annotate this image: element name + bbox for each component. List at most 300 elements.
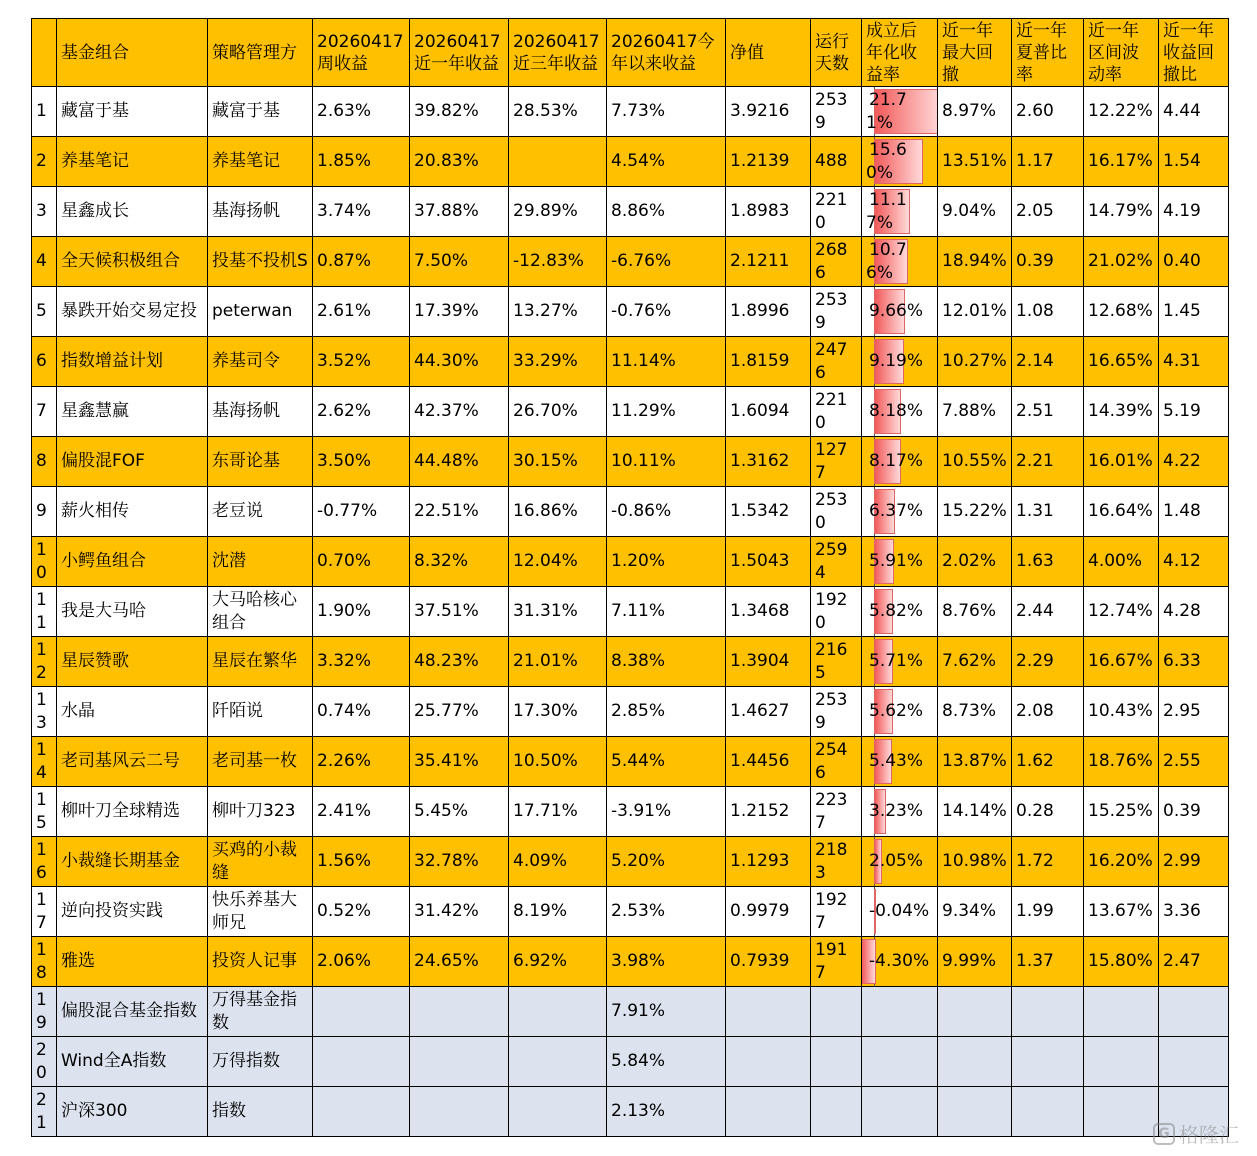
table-row: [32, 187, 1229, 237]
ytd-return: -0.76%: [607, 287, 726, 337]
sharpe-ratio: 1.31: [1012, 487, 1084, 537]
max-drawdown: 12.01%: [938, 287, 1012, 337]
row-index: 18: [32, 937, 57, 987]
manager: 东哥论基: [208, 437, 313, 487]
max-drawdown: 15.22%: [938, 487, 1012, 537]
table-row: [32, 337, 1229, 387]
header-cell: 20260417今年以来收益: [607, 19, 726, 87]
three-year-return: -12.83%: [509, 237, 607, 287]
row-index: 9: [32, 487, 57, 537]
weekly-return: 3.74%: [313, 187, 410, 237]
three-year-return: [509, 137, 607, 187]
table-row: [32, 387, 1229, 437]
running-days: 1927: [811, 887, 862, 937]
volatility: 16.20%: [1084, 837, 1159, 887]
one-year-return: 42.37%: [410, 387, 509, 437]
running-days: 2210: [811, 187, 862, 237]
volatility: 16.67%: [1084, 637, 1159, 687]
volatility: 4.00%: [1084, 537, 1159, 587]
max-drawdown: 13.87%: [938, 737, 1012, 787]
max-drawdown: 9.04%: [938, 187, 1012, 237]
one-year-return: 25.77%: [410, 687, 509, 737]
volatility: 12.22%: [1084, 87, 1159, 137]
row-index: 17: [32, 887, 57, 937]
volatility: 16.01%: [1084, 437, 1159, 487]
weekly-return: 0.52%: [313, 887, 410, 937]
table-row: [32, 487, 1229, 537]
three-year-return: 13.27%: [509, 287, 607, 337]
annualized-return-value: 5.82%: [869, 601, 924, 621]
annualized-return: [862, 537, 938, 587]
empty-cell: [509, 1037, 607, 1087]
row-index: 6: [32, 337, 57, 387]
table-row: [32, 537, 1229, 587]
benchmark-source: 万得基金指数: [208, 987, 313, 1037]
row-index: 14: [32, 737, 57, 787]
annualized-return-value: 9.66%: [869, 301, 924, 321]
one-year-return: 48.23%: [410, 637, 509, 687]
annualized-return-value: 5.91%: [869, 551, 924, 571]
manager: 基海扬帆: [208, 387, 313, 437]
running-days: 2539: [811, 87, 862, 137]
fund-name: 小鳄鱼组合: [57, 537, 208, 587]
return-drawdown-ratio: 2.95: [1159, 687, 1229, 737]
return-drawdown-ratio: 6.33: [1159, 637, 1229, 687]
table-row: [32, 737, 1229, 787]
max-drawdown: 10.55%: [938, 437, 1012, 487]
row-index: 5: [32, 287, 57, 337]
empty-cell: [313, 1037, 410, 1087]
nav: 1.3904: [726, 637, 811, 687]
ytd-return: 1.20%: [607, 537, 726, 587]
ytd-return: -0.86%: [607, 487, 726, 537]
weekly-return: 0.87%: [313, 237, 410, 287]
running-days: 2530: [811, 487, 862, 537]
running-days: 2686: [811, 237, 862, 287]
row-index: 21: [32, 1087, 57, 1137]
annualized-return: [862, 487, 938, 537]
empty-cell: [862, 1087, 938, 1137]
ytd-return: 11.29%: [607, 387, 726, 437]
manager: 老司基一枚: [208, 737, 313, 787]
one-year-return: 31.42%: [410, 887, 509, 937]
header-cell: 运行天数: [811, 19, 862, 87]
manager: 投资人记事: [208, 937, 313, 987]
fund-name: 星鑫慧赢: [57, 387, 208, 437]
running-days: 2165: [811, 637, 862, 687]
manager: 沈潜: [208, 537, 313, 587]
annualized-return-value: 10.76%: [866, 239, 907, 283]
watermark-logo: [1153, 1119, 1239, 1148]
sharpe-ratio: 0.39: [1012, 237, 1084, 287]
header-cell: 策略管理方: [208, 19, 313, 87]
row-index: 11: [32, 587, 57, 637]
manager: 大马哈核心组合: [208, 587, 313, 637]
manager: 投基不投机S: [208, 237, 313, 287]
annualized-return: [862, 837, 938, 887]
benchmark-row: [32, 1037, 1229, 1087]
manager: 买鸡的小裁缝: [208, 837, 313, 887]
volatility: 10.43%: [1084, 687, 1159, 737]
weekly-return: 0.74%: [313, 687, 410, 737]
header-cell: 净值: [726, 19, 811, 87]
annualized-return: [862, 637, 938, 687]
ytd-return: -3.91%: [607, 787, 726, 837]
running-days: 2546: [811, 737, 862, 787]
volatility: 15.80%: [1084, 937, 1159, 987]
max-drawdown: 8.76%: [938, 587, 1012, 637]
benchmark-source: 指数: [208, 1087, 313, 1137]
volatility: 16.65%: [1084, 337, 1159, 387]
sharpe-ratio: 2.08: [1012, 687, 1084, 737]
weekly-return: -0.77%: [313, 487, 410, 537]
nav: 1.5043: [726, 537, 811, 587]
annualized-return: [862, 187, 938, 237]
nav: 1.1293: [726, 837, 811, 887]
empty-cell: [1084, 1037, 1159, 1087]
sharpe-ratio: 1.37: [1012, 937, 1084, 987]
one-year-return: 17.39%: [410, 287, 509, 337]
sharpe-ratio: 1.63: [1012, 537, 1084, 587]
volatility: 14.79%: [1084, 187, 1159, 237]
annualized-return-value: 3.23%: [869, 801, 924, 821]
one-year-return: 24.65%: [410, 937, 509, 987]
weekly-return: 3.52%: [313, 337, 410, 387]
empty-cell: [313, 1087, 410, 1137]
one-year-return: 37.51%: [410, 587, 509, 637]
manager: peterwan: [208, 287, 313, 337]
sharpe-ratio: 1.72: [1012, 837, 1084, 887]
annualized-return: [862, 887, 938, 937]
sharpe-ratio: 2.29: [1012, 637, 1084, 687]
empty-cell: [1084, 987, 1159, 1037]
one-year-return: 5.45%: [410, 787, 509, 837]
three-year-return: 30.15%: [509, 437, 607, 487]
fund-name: 老司基风云二号: [57, 737, 208, 787]
three-year-return: 26.70%: [509, 387, 607, 437]
ytd-return: 8.86%: [607, 187, 726, 237]
ytd-return: 11.14%: [607, 337, 726, 387]
ytd-return: 7.73%: [607, 87, 726, 137]
max-drawdown: 18.94%: [938, 237, 1012, 287]
one-year-return: 32.78%: [410, 837, 509, 887]
benchmark-source: 万得指数: [208, 1037, 313, 1087]
fund-name: 水晶: [57, 687, 208, 737]
max-drawdown: 2.02%: [938, 537, 1012, 587]
max-drawdown: 9.99%: [938, 937, 1012, 987]
three-year-return: 17.30%: [509, 687, 607, 737]
row-index: 2: [32, 137, 57, 187]
empty-cell: [726, 1037, 811, 1087]
volatility: 13.67%: [1084, 887, 1159, 937]
benchmark-row: [32, 987, 1229, 1037]
empty-cell: [862, 987, 938, 1037]
return-drawdown-ratio: 3.36: [1159, 887, 1229, 937]
return-drawdown-ratio: 2.55: [1159, 737, 1229, 787]
row-index: 3: [32, 187, 57, 237]
ytd-return: 7.11%: [607, 587, 726, 637]
running-days: 2210: [811, 387, 862, 437]
header-cell: 近一年区间波动率: [1084, 19, 1159, 87]
table-row: [32, 437, 1229, 487]
table-row: [32, 87, 1229, 137]
ytd-return: 2.85%: [607, 687, 726, 737]
annualized-return: [862, 587, 938, 637]
annualized-return-value: 5.62%: [869, 701, 924, 721]
fund-portfolio-table: [31, 18, 1229, 1137]
fund-name: 我是大马哈: [57, 587, 208, 637]
sharpe-ratio: 0.28: [1012, 787, 1084, 837]
sharpe-ratio: 2.21: [1012, 437, 1084, 487]
three-year-return: 16.86%: [509, 487, 607, 537]
header-cell: 成立后年化收益率: [862, 19, 938, 87]
running-days: 2183: [811, 837, 862, 887]
weekly-return: 2.26%: [313, 737, 410, 787]
manager: 养基司令: [208, 337, 313, 387]
return-drawdown-ratio: 1.54: [1159, 137, 1229, 187]
nav: 1.8159: [726, 337, 811, 387]
header-cell: 20260417近三年收益: [509, 19, 607, 87]
table-row: [32, 887, 1229, 937]
empty-cell: [509, 987, 607, 1037]
max-drawdown: 7.62%: [938, 637, 1012, 687]
weekly-return: 2.63%: [313, 87, 410, 137]
volatility: 12.74%: [1084, 587, 1159, 637]
sharpe-ratio: 1.62: [1012, 737, 1084, 787]
empty-cell: [1012, 1037, 1084, 1087]
header-cell: 基金组合: [57, 19, 208, 87]
row-index: 1: [32, 87, 57, 137]
manager: 老豆说: [208, 487, 313, 537]
return-drawdown-ratio: 2.99: [1159, 837, 1229, 887]
fund-name: 小裁缝长期基金: [57, 837, 208, 887]
table-row: [32, 837, 1229, 887]
annualized-return-value: 9.19%: [869, 351, 924, 371]
header-cell: 20260417近一年收益: [410, 19, 509, 87]
max-drawdown: 9.34%: [938, 887, 1012, 937]
empty-cell: [811, 1087, 862, 1137]
empty-cell: [410, 987, 509, 1037]
weekly-return: 2.61%: [313, 287, 410, 337]
three-year-return: 8.19%: [509, 887, 607, 937]
empty-cell: [862, 1037, 938, 1087]
annualized-return-value: 8.18%: [869, 401, 924, 421]
sharpe-ratio: 2.60: [1012, 87, 1084, 137]
max-drawdown: 7.88%: [938, 387, 1012, 437]
fund-name: 全天候积极组合: [57, 237, 208, 287]
sharpe-ratio: 1.08: [1012, 287, 1084, 337]
return-drawdown-ratio: 4.28: [1159, 587, 1229, 637]
sharpe-ratio: 2.51: [1012, 387, 1084, 437]
return-drawdown-ratio: 5.19: [1159, 387, 1229, 437]
ytd-return: -6.76%: [607, 237, 726, 287]
annualized-return-value: -4.30%: [869, 951, 930, 971]
row-index: 10: [32, 537, 57, 587]
row-index: 16: [32, 837, 57, 887]
empty-cell: [811, 987, 862, 1037]
table-row: [32, 787, 1229, 837]
running-days: 2237: [811, 787, 862, 837]
volatility: 16.17%: [1084, 137, 1159, 187]
max-drawdown: 8.97%: [938, 87, 1012, 137]
table-row: [32, 687, 1229, 737]
gelonghui-logo-icon: G: [1153, 1123, 1175, 1145]
volatility: 14.39%: [1084, 387, 1159, 437]
weekly-return: 2.41%: [313, 787, 410, 837]
empty-cell: [1159, 1037, 1229, 1087]
empty-cell: [1012, 1087, 1084, 1137]
sharpe-ratio: 1.17: [1012, 137, 1084, 187]
weekly-return: 1.90%: [313, 587, 410, 637]
nav: 1.8996: [726, 287, 811, 337]
nav: 2.1211: [726, 237, 811, 287]
nav: 1.3468: [726, 587, 811, 637]
one-year-return: 37.88%: [410, 187, 509, 237]
manager: 阡陌说: [208, 687, 313, 737]
weekly-return: 0.70%: [313, 537, 410, 587]
one-year-return: 22.51%: [410, 487, 509, 537]
three-year-return: 4.09%: [509, 837, 607, 887]
annualized-return-value: 5.71%: [869, 651, 924, 671]
weekly-return: 3.32%: [313, 637, 410, 687]
one-year-return: 20.83%: [410, 137, 509, 187]
manager: 基海扬帆: [208, 187, 313, 237]
header-cell: 20260417周收益: [313, 19, 410, 87]
fund-name: 偏股混FOF: [57, 437, 208, 487]
fund-name: 星辰赞歌: [57, 637, 208, 687]
watermark-text: 格隆汇: [1179, 1123, 1239, 1147]
sharpe-ratio: 2.44: [1012, 587, 1084, 637]
row-index: 20: [32, 1037, 57, 1087]
max-drawdown: 13.51%: [938, 137, 1012, 187]
nav: 1.6094: [726, 387, 811, 437]
return-drawdown-ratio: 4.12: [1159, 537, 1229, 587]
three-year-return: 10.50%: [509, 737, 607, 787]
three-year-return: 21.01%: [509, 637, 607, 687]
annualized-return: [862, 287, 938, 337]
ytd-return: 10.11%: [607, 437, 726, 487]
empty-cell: [313, 987, 410, 1037]
weekly-return: 1.56%: [313, 837, 410, 887]
annualized-return: [862, 737, 938, 787]
three-year-return: 28.53%: [509, 87, 607, 137]
return-drawdown-ratio: 0.39: [1159, 787, 1229, 837]
running-days: 2594: [811, 537, 862, 587]
ytd-return: 7.91%: [607, 987, 726, 1037]
three-year-return: 17.71%: [509, 787, 607, 837]
empty-cell: [1159, 987, 1229, 1037]
return-drawdown-ratio: 2.47: [1159, 937, 1229, 987]
manager: 快乐养基大师兄: [208, 887, 313, 937]
running-days: 2539: [811, 287, 862, 337]
empty-cell: [1012, 987, 1084, 1037]
three-year-return: 12.04%: [509, 537, 607, 587]
three-year-return: 6.92%: [509, 937, 607, 987]
nav: 0.7939: [726, 937, 811, 987]
annualized-return-value: 11.17%: [866, 189, 907, 233]
fund-name: 指数增益计划: [57, 337, 208, 387]
ytd-return: 5.44%: [607, 737, 726, 787]
return-drawdown-ratio: 4.19: [1159, 187, 1229, 237]
header-cell: [32, 19, 57, 87]
annualized-return-value: 5.43%: [869, 751, 924, 771]
volatility: 18.76%: [1084, 737, 1159, 787]
benchmark-row: [32, 1087, 1229, 1137]
one-year-return: 44.30%: [410, 337, 509, 387]
volatility: 16.64%: [1084, 487, 1159, 537]
one-year-return: 7.50%: [410, 237, 509, 287]
empty-cell: [938, 1037, 1012, 1087]
row-index: 19: [32, 987, 57, 1037]
nav: 1.2139: [726, 137, 811, 187]
weekly-return: 1.85%: [313, 137, 410, 187]
benchmark-name: Wind全A指数: [57, 1037, 208, 1087]
volatility: 15.25%: [1084, 787, 1159, 837]
max-drawdown: 8.73%: [938, 687, 1012, 737]
ytd-return: 8.38%: [607, 637, 726, 687]
return-drawdown-ratio: 0.40: [1159, 237, 1229, 287]
ytd-return: 4.54%: [607, 137, 726, 187]
max-drawdown: 10.27%: [938, 337, 1012, 387]
return-drawdown-ratio: 4.31: [1159, 337, 1229, 387]
nav: 1.4456: [726, 737, 811, 787]
ytd-return: 5.84%: [607, 1037, 726, 1087]
annualized-return: [862, 787, 938, 837]
nav: 1.2152: [726, 787, 811, 837]
running-days: 2539: [811, 687, 862, 737]
header-cell: 近一年最大回撤: [938, 19, 1012, 87]
row-index: 7: [32, 387, 57, 437]
header-cell: 近一年收益回撤比: [1159, 19, 1229, 87]
fund-name: 薪火相传: [57, 487, 208, 537]
annualized-return: [862, 437, 938, 487]
running-days: 1920: [811, 587, 862, 637]
return-drawdown-ratio: 1.45: [1159, 287, 1229, 337]
weekly-return: 2.06%: [313, 937, 410, 987]
empty-cell: [726, 987, 811, 1037]
table-row: [32, 637, 1229, 687]
nav: 1.4627: [726, 687, 811, 737]
one-year-return: 39.82%: [410, 87, 509, 137]
max-drawdown: 14.14%: [938, 787, 1012, 837]
sharpe-ratio: 2.05: [1012, 187, 1084, 237]
empty-cell: [1084, 1087, 1159, 1137]
one-year-return: 35.41%: [410, 737, 509, 787]
fund-name: 暴跌开始交易定投: [57, 287, 208, 337]
one-year-return: 8.32%: [410, 537, 509, 587]
row-index: 12: [32, 637, 57, 687]
annualized-return: [862, 937, 938, 987]
three-year-return: 31.31%: [509, 587, 607, 637]
annualized-return: [862, 337, 938, 387]
annualized-return-value: 8.17%: [869, 451, 924, 471]
row-index: 4: [32, 237, 57, 287]
table-header-row: [32, 19, 1229, 87]
fund-name: 柳叶刀全球精选: [57, 787, 208, 837]
header-cell: 近一年夏普比率: [1012, 19, 1084, 87]
three-year-return: 33.29%: [509, 337, 607, 387]
ytd-return: 5.20%: [607, 837, 726, 887]
empty-cell: [938, 1087, 1012, 1137]
benchmark-name: 偏股混合基金指数: [57, 987, 208, 1037]
three-year-return: 29.89%: [509, 187, 607, 237]
sharpe-ratio: 2.14: [1012, 337, 1084, 387]
nav: 1.8983: [726, 187, 811, 237]
fund-name: 雅选: [57, 937, 208, 987]
row-index: 15: [32, 787, 57, 837]
nav: 1.5342: [726, 487, 811, 537]
running-days: 1917: [811, 937, 862, 987]
